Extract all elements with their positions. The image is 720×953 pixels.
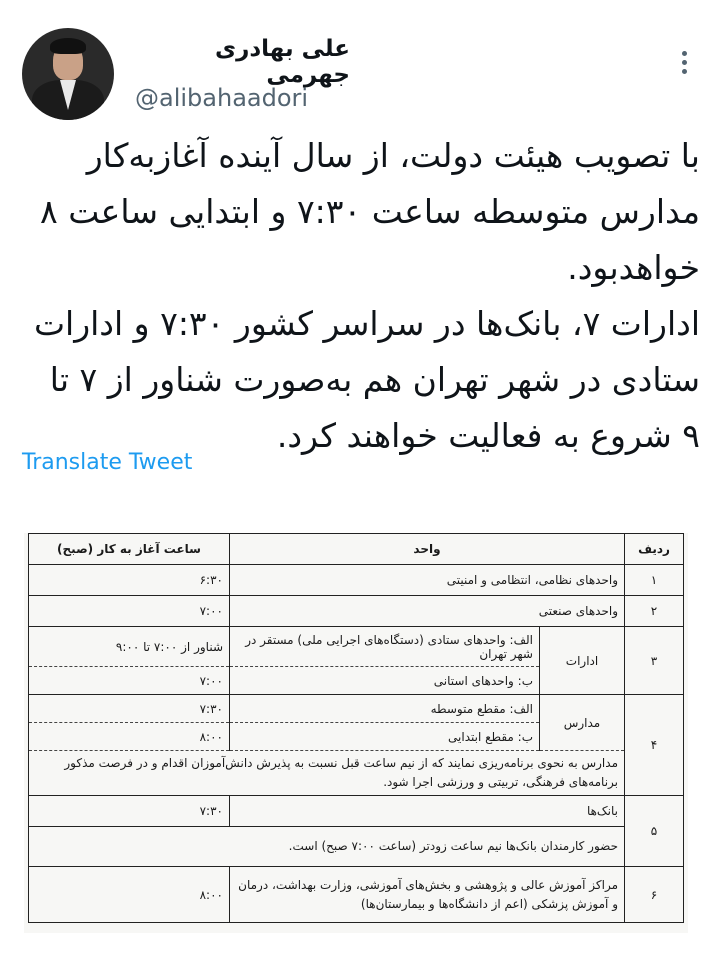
header-unit: واحد: [230, 534, 625, 565]
cell-time: ۷:۳۰: [29, 796, 230, 827]
cell-note: حضور کارمندان بانک‌ها نیم ساعت زودتر (ساعت ۷:۰۰ صبح) است.: [29, 827, 625, 867]
table-row: [29, 867, 684, 923]
cell-time: ۷:۰۰: [29, 596, 230, 627]
cell-row-no: ۴: [625, 695, 684, 796]
more-dot: [682, 60, 687, 65]
cell-time: شناور از ۷:۰۰ تا ۹:۰۰: [29, 627, 230, 667]
tweet-line: مدارس متوسطه ساعت ۷:۳۰ و ابتدایی ساعت ۸: [40, 192, 700, 231]
tweet-line: با تصویب هیئت دولت، از سال آینده آغازبه‌کار: [86, 136, 700, 175]
cell-time: ۷:۰۰: [29, 667, 230, 695]
cell-group: مدارس: [540, 695, 625, 751]
cell-time: ۶:۳۰: [29, 565, 230, 596]
cell-row-no: ۳: [625, 627, 684, 695]
schedule-table: [28, 533, 684, 923]
author-name[interactable]: علی بهادری جهرمی: [215, 36, 350, 88]
cell-unit: واحدهای صنعتی: [230, 596, 625, 627]
table-row: [29, 751, 684, 796]
cell-time: ۷:۳۰: [29, 695, 230, 723]
author-handle[interactable]: @alibahaadori: [135, 84, 309, 112]
avatar[interactable]: [22, 28, 114, 120]
cell-note: مدارس به نحوی برنامه‌ریزی نمایند که از نیم ساعت قبل نسبت به پذیرش دانش‌آموزان اقدام و در فرصت مذکور برنامه‌های فرهنگی، تربیتی و ورزشی اجرا شود.: [29, 751, 625, 796]
table-header-row: [29, 534, 684, 565]
tweet-text: [18, 128, 700, 464]
cell-row-no: ۲: [625, 596, 684, 627]
translate-tweet-link[interactable]: Translate Tweet: [22, 450, 193, 475]
cell-unit: الف: مقطع متوسطه: [230, 695, 540, 723]
tweet-header: [0, 0, 720, 130]
header-start-time: ساعت آغاز به کار (صبح): [29, 534, 230, 565]
table-row: [29, 565, 684, 596]
cell-row-no: ۱: [625, 565, 684, 596]
attached-image[interactable]: [24, 533, 688, 933]
cell-group: ادارات: [540, 627, 625, 695]
table-row: [29, 627, 684, 667]
cell-unit: واحدهای نظامی، انتظامی و امنیتی: [230, 565, 625, 596]
cell-row-no: ۶: [625, 867, 684, 923]
cell-unit: ب: واحدهای استانی: [230, 667, 540, 695]
tweet-line: خواهدبود.: [567, 248, 700, 287]
table-row: [29, 596, 684, 627]
cell-row-no: ۵: [625, 796, 684, 867]
header-row-no: ردیف: [625, 534, 684, 565]
cell-unit: ب: مقطع ابتدایی: [230, 723, 540, 751]
tweet-line: ۹ شروع به فعالیت خواهند کرد.: [276, 416, 700, 455]
table-row: [29, 827, 684, 867]
table-row: [29, 796, 684, 827]
cell-unit: الف: واحدهای ستادی (دستگاه‌های اجرایی ملی) مستقر در شهر تهران: [230, 627, 540, 667]
table-row: [29, 695, 684, 723]
more-options-icon[interactable]: [668, 44, 700, 80]
cell-unit: بانک‌ها: [230, 796, 625, 827]
more-dot: [682, 69, 687, 74]
avatar-hair: [50, 38, 86, 54]
more-dot: [682, 51, 687, 56]
cell-unit: مراکز آموزش عالی و پژوهشی و بخش‌های آموزشی، وزارت بهداشت، درمان و آموزش پزشکی (اعم از دانشگاه‌ها و بیمارستان‌ها): [230, 867, 625, 923]
cell-time: ۸:۰۰: [29, 723, 230, 751]
tweet-line: ادارات ۷، بانک‌ها در سراسر کشور ۷:۳۰ و ادارات: [33, 304, 700, 343]
cell-time: ۸:۰۰: [29, 867, 230, 923]
tweet-line: ستادی در شهر تهران هم به‌صورت شناور از ۷ تا: [49, 360, 700, 399]
